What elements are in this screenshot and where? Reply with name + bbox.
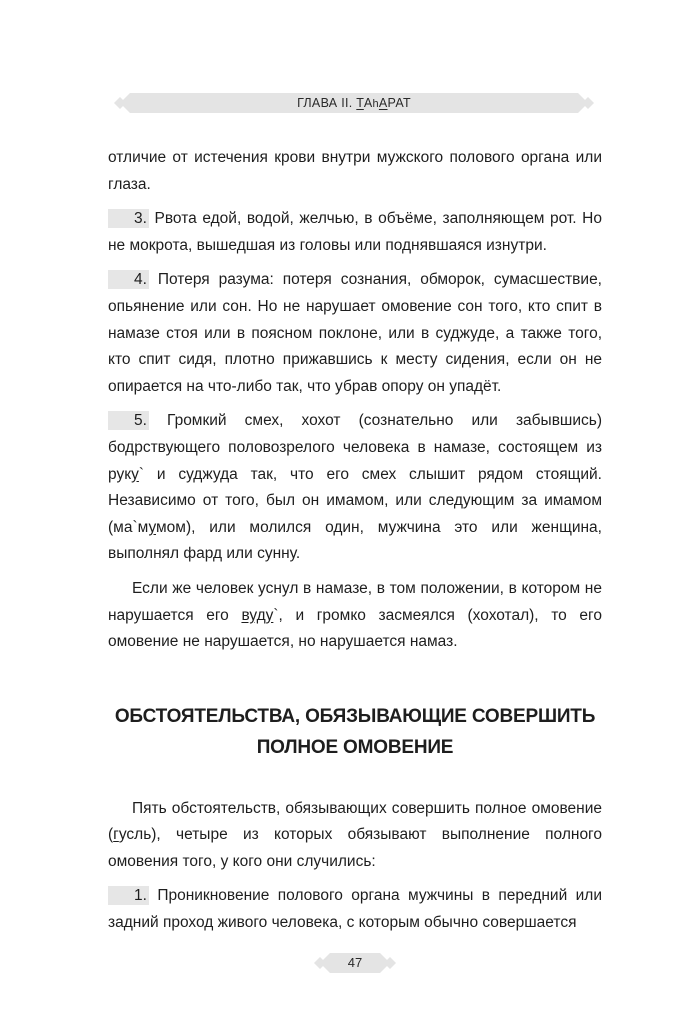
list-item-4: 4. Потеря разума: потеря сознания, обморок, сумасшествие, опьянение или сон. Но не нарушает омовение сон того, кто спит в намазе стоя или в поясном поклоне, или в суджуде, а также того, кто спит сидя, плотно прижавшись к месту сидения, если он не опирается на что-либо так, что убрав опору он упадёт. (108, 271, 602, 395)
item-number: 3. (108, 209, 149, 228)
page-number-text: 47 (347, 955, 363, 970)
item-number: 5. (108, 411, 149, 430)
paragraph-note: Если же человек уснул в намазе, в том положении, в котором не нарушается его вуду`, и громко засмеялся (хохотал), то его омовение не нарушается, но нарушается намаз. (108, 579, 602, 651)
item-number: 4. (108, 270, 149, 289)
running-header (108, 91, 600, 115)
section-intro: Пять обстоятельств, обязывающих совершить полное омовение (гусль), четыре из которых обязывают выполнение полного омовения того, у кого они случились: (108, 799, 602, 870)
page-body (108, 145, 602, 937)
paragraph-continuation: отличие от истечения крови внутри мужского полового органа или глаза. (108, 149, 602, 193)
section-heading: ОБСТОЯТЕЛЬСТВА, ОБЯЗЫВАЮЩИЕ СОВЕРШИТЬ ПОЛНОЕ ОМОВЕНИЕ (114, 705, 596, 758)
list-item-1: 1. Проникновение полового органа мужчины в передний или задний проход живого человека, с которым обычно совершается (108, 887, 602, 932)
list-item-5: 5. Громкий смех, хохот (сознательно или забывшись) бодрствующего половозрелого человека в намазе, состоящем из руку` и суджуда так, что его смех слышит рядом стоящий. Независимо от того, был он имамом, или следующим за имамом (ма`мумом), или молился один, мужчина это или женщина, выполнял фард или сунну. (108, 412, 603, 563)
item-number: 1. (108, 886, 149, 905)
chapter-title: ГЛАВА II. ТАhАРАТ (297, 96, 411, 110)
list-item-3: 3. Рвота едой, водой, желчью, в объёме, заполняющем рот. Но не мокрота, вышедшая из головы или поднявшаяся изнутри. (108, 210, 602, 254)
page-number (312, 952, 398, 974)
